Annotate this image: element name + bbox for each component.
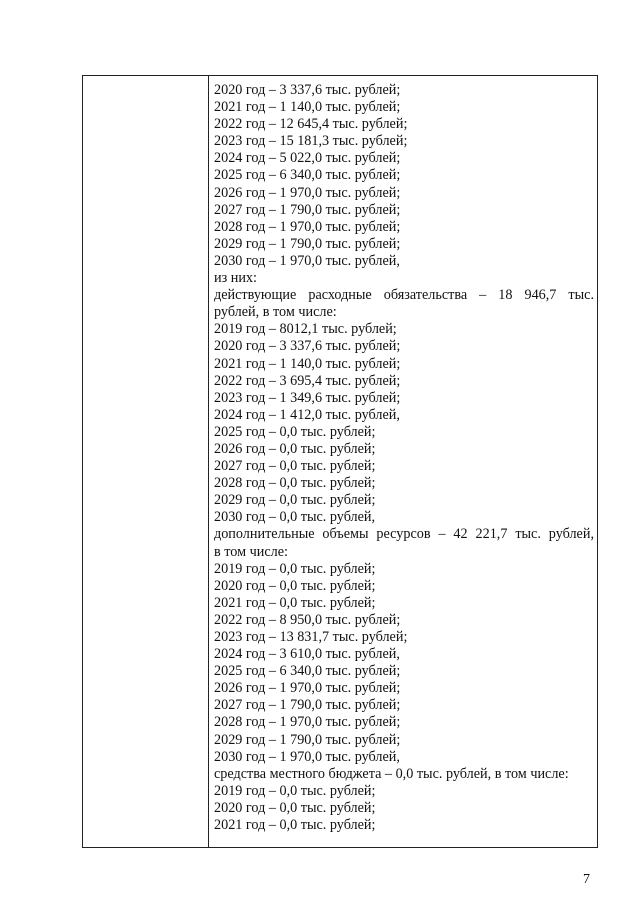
- text-line: 2024 год – 3 610,0 тыс. рублей,: [214, 646, 400, 663]
- text-line: 2028 год – 1 970,0 тыс. рублей;: [214, 714, 401, 731]
- text-line: 2021 год – 1 140,0 тыс. рублей;: [214, 99, 401, 116]
- text-line: 2021 год – 0,0 тыс. рублей;: [214, 594, 376, 611]
- text-line: 2024 год – 5 022,0 тыс. рублей;: [214, 150, 401, 167]
- text-line: 2028 год – 1 970,0 тыс. рублей;: [214, 218, 401, 235]
- text-line: 2029 год – 1 790,0 тыс. рублей;: [214, 235, 401, 252]
- text-line: в том числе:: [214, 543, 288, 560]
- text-line: 2022 год – 3 695,4 тыс. рублей;: [214, 372, 401, 389]
- text-line: 2026 год – 1 970,0 тыс. рублей;: [214, 184, 401, 201]
- text-line: 2020 год – 3 337,6 тыс. рублей;: [214, 338, 401, 355]
- text-line: 2020 год – 0,0 тыс. рублей;: [214, 577, 376, 594]
- column-divider: [208, 76, 209, 847]
- text-line: 2023 год – 15 181,3 тыс. рублей;: [214, 133, 408, 150]
- text-line: 2022 год – 12 645,4 тыс. рублей;: [214, 116, 408, 133]
- text-line: 2027 год – 1 790,0 тыс. рублей;: [214, 697, 401, 714]
- text-line: средства местного бюджета – 0,0 тыс. рублей, в том числе:: [214, 765, 569, 782]
- text-line: 2029 год – 1 790,0 тыс. рублей;: [214, 731, 401, 748]
- text-line: 2023 год – 13 831,7 тыс. рублей;: [214, 629, 408, 645]
- text-line: 2028 год – 0,0 тыс. рублей;: [214, 475, 376, 492]
- page-number: 7: [583, 872, 590, 887]
- table-frame: [82, 75, 598, 848]
- text-line: 2019 год – 0,0 тыс. рублей;: [214, 782, 376, 799]
- text-line: 2021 год – 0,0 тыс. рублей;: [214, 817, 376, 834]
- text-line: 2019 год – 0,0 тыс. рублей;: [214, 560, 376, 577]
- text-line: дополнительные объемы ресурсов – 42 221,7 тыс. рублей,: [214, 526, 594, 543]
- text-line: 2022 год – 8 950,0 тыс. рублей;: [214, 611, 401, 628]
- text-line: 2026 год – 1 970,0 тыс. рублей;: [214, 680, 401, 697]
- text-line: 2030 год – 1 970,0 тыс. рублей,: [214, 252, 400, 269]
- text-line: 2030 год – 0,0 тыс. рублей,: [214, 509, 376, 526]
- text-line: 2025 год – 6 340,0 тыс. рублей;: [214, 167, 401, 184]
- text-line: 2025 год – 6 340,0 тыс. рублей;: [214, 663, 401, 680]
- text-line: 2027 год – 1 790,0 тыс. рублей;: [214, 201, 401, 218]
- text-line: 2019 год – 8012,1 тыс. рублей;: [214, 321, 397, 338]
- funding-text-cell: [214, 82, 594, 834]
- text-line: 2030 год – 1 970,0 тыс. рублей,: [214, 748, 400, 765]
- text-line: 2029 год – 0,0 тыс. рублей;: [214, 492, 376, 509]
- text-line: 2024 год – 1 412,0 тыс. рублей,: [214, 406, 400, 423]
- text-line: 2023 год – 1 349,6 тыс. рублей;: [214, 389, 401, 406]
- text-line: 2020 год – 0,0 тыс. рублей;: [214, 799, 376, 816]
- text-line: 2021 год – 1 140,0 тыс. рублей;: [214, 355, 401, 372]
- text-line: 2027 год – 0,0 тыс. рублей;: [214, 458, 376, 475]
- text-line: из них:: [214, 270, 257, 287]
- text-line: 2025 год – 0,0 тыс. рублей;: [214, 423, 376, 440]
- text-line: 2020 год – 3 337,6 тыс. рублей;: [214, 82, 401, 98]
- text-line: 2026 год – 0,0 тыс. рублей;: [214, 440, 376, 457]
- text-line: действующие расходные обязательства – 18 946,7 тыс.: [214, 287, 594, 304]
- text-line: рублей, в том числе:: [214, 304, 337, 321]
